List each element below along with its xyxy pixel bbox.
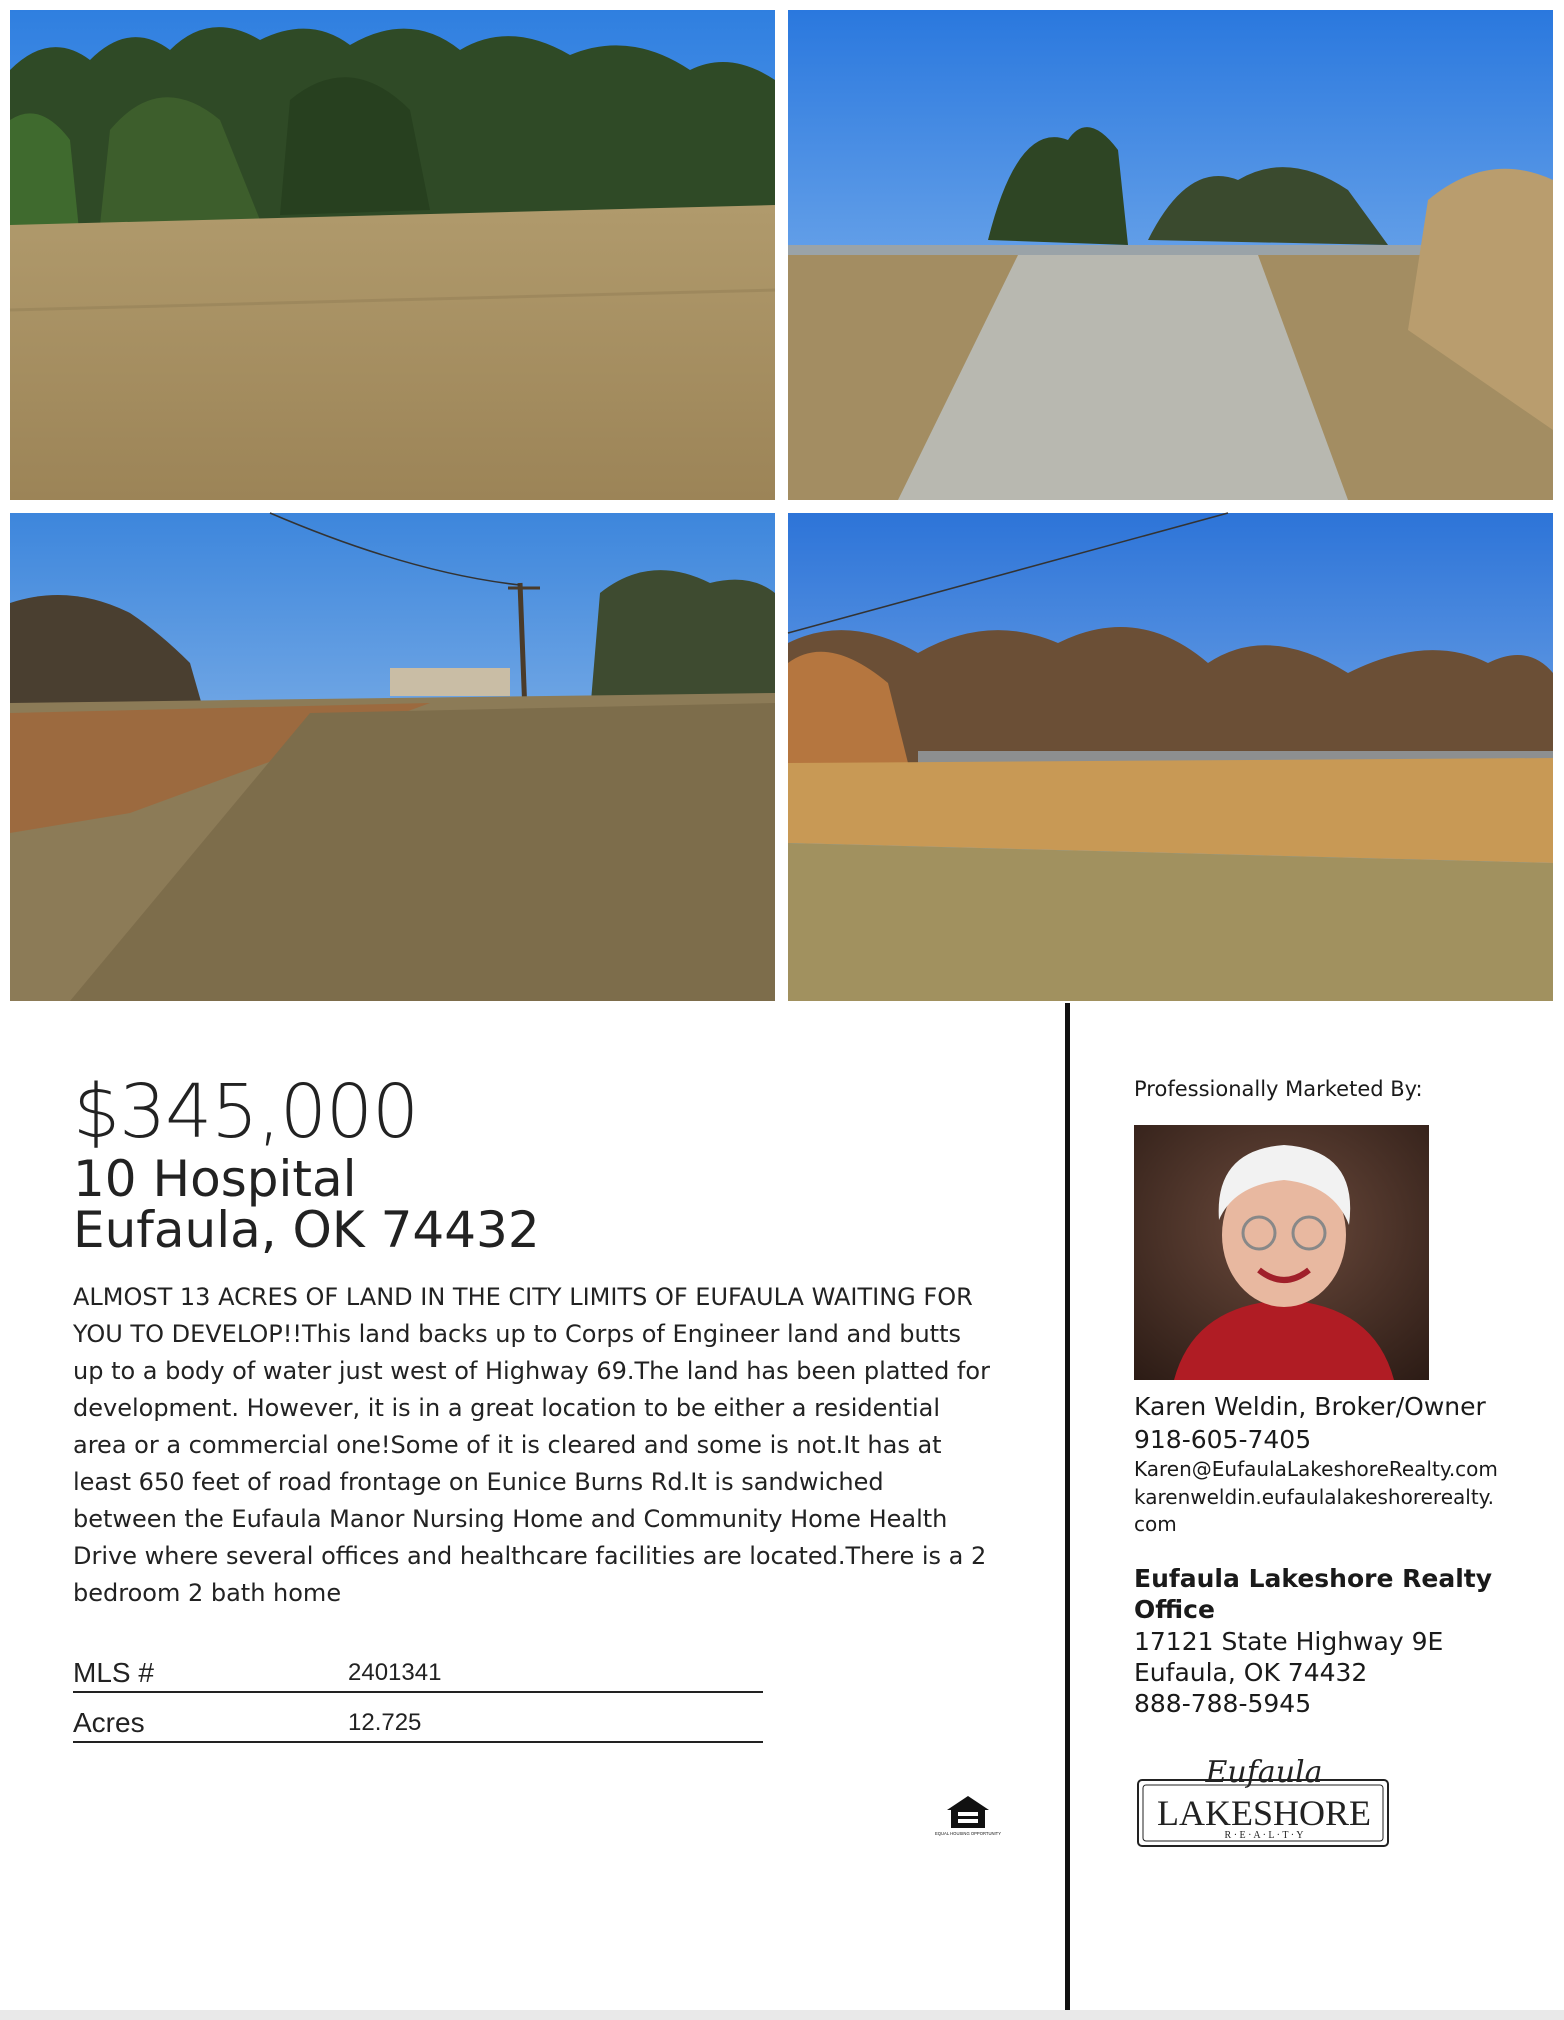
- brokerage-logo: [1134, 1750, 1394, 1860]
- office-address-street: 17121 State Highway 9E: [1134, 1627, 1444, 1656]
- property-photo-4: [788, 513, 1553, 1001]
- column-divider: [1065, 1003, 1070, 2011]
- svg-text:Eufaula: Eufaula: [1205, 1755, 1323, 1790]
- fact-row-mls: [73, 1643, 763, 1693]
- fact-value: 12.725: [348, 1709, 422, 1736]
- property-photo-1: [10, 10, 775, 500]
- svg-text:EQUAL HOUSING OPPORTUNITY: EQUAL HOUSING OPPORTUNITY: [934, 1831, 1002, 1836]
- fact-label: Acres: [73, 1707, 145, 1738]
- equal-housing-icon: [934, 1792, 1002, 1842]
- fact-value: 2401341: [348, 1659, 442, 1686]
- agent-website-cont[interactable]: com: [1134, 1512, 1177, 1536]
- marketed-by-label: Professionally Marketed By:: [1134, 1077, 1423, 1101]
- svg-text:LAKESHORE: LAKESHORE: [1157, 1793, 1371, 1833]
- agent-website[interactable]: karenweldin.eufaulalakeshorerealty.: [1134, 1485, 1495, 1509]
- agent-email[interactable]: Karen@EufaulaLakeshoreRealty.com: [1134, 1457, 1498, 1481]
- agent-name: Karen Weldin, Broker/Owner: [1134, 1392, 1486, 1421]
- listing-description: ALMOST 13 ACRES OF LAND IN THE CITY LIMITS OF EUFAULA WAITING FOR YOU TO DEVELOP!!This land backs up to Corps of Engineer land and butts up to a body of water just west of Highway 69.The land has been platted for development. However, it is in a great location to be either a residential area or a commercial one!Some of it is cleared and some is not.It has at least 650 feet of road frontage on Eunice Burns Rd.It is sandwiched between the Eufaula Manor Nursing Home and Community Home Health Drive where several offices and healthcare facilities are located.There is a 2 bedroom 2 bath home: [73, 1283, 990, 1607]
- listing-price: $345,000: [73, 1069, 419, 1155]
- property-photo-3: [10, 513, 775, 1001]
- property-photo-2: [788, 10, 1553, 500]
- office-address-city: Eufaula, OK 74432: [1134, 1658, 1368, 1687]
- agent-photo: [1134, 1125, 1429, 1380]
- office-name: Eufaula Lakeshore Realty: [1134, 1564, 1493, 1593]
- fact-row-acres: [73, 1693, 763, 1743]
- office-name-cont: Office: [1134, 1595, 1215, 1624]
- svg-text:R · E · A · L · T · Y: R · E · A · L · T · Y: [1224, 1830, 1304, 1841]
- bottom-bar: [0, 2010, 1564, 2020]
- office-phone[interactable]: 888-788-5945: [1134, 1689, 1312, 1718]
- address-street: 10 Hospital: [73, 1150, 357, 1208]
- facts-table: [73, 1643, 763, 1743]
- fact-label: MLS #: [73, 1657, 154, 1688]
- agent-phone[interactable]: 918-605-7405: [1134, 1425, 1312, 1454]
- address-city: Eufaula, OK 74432: [73, 1201, 540, 1259]
